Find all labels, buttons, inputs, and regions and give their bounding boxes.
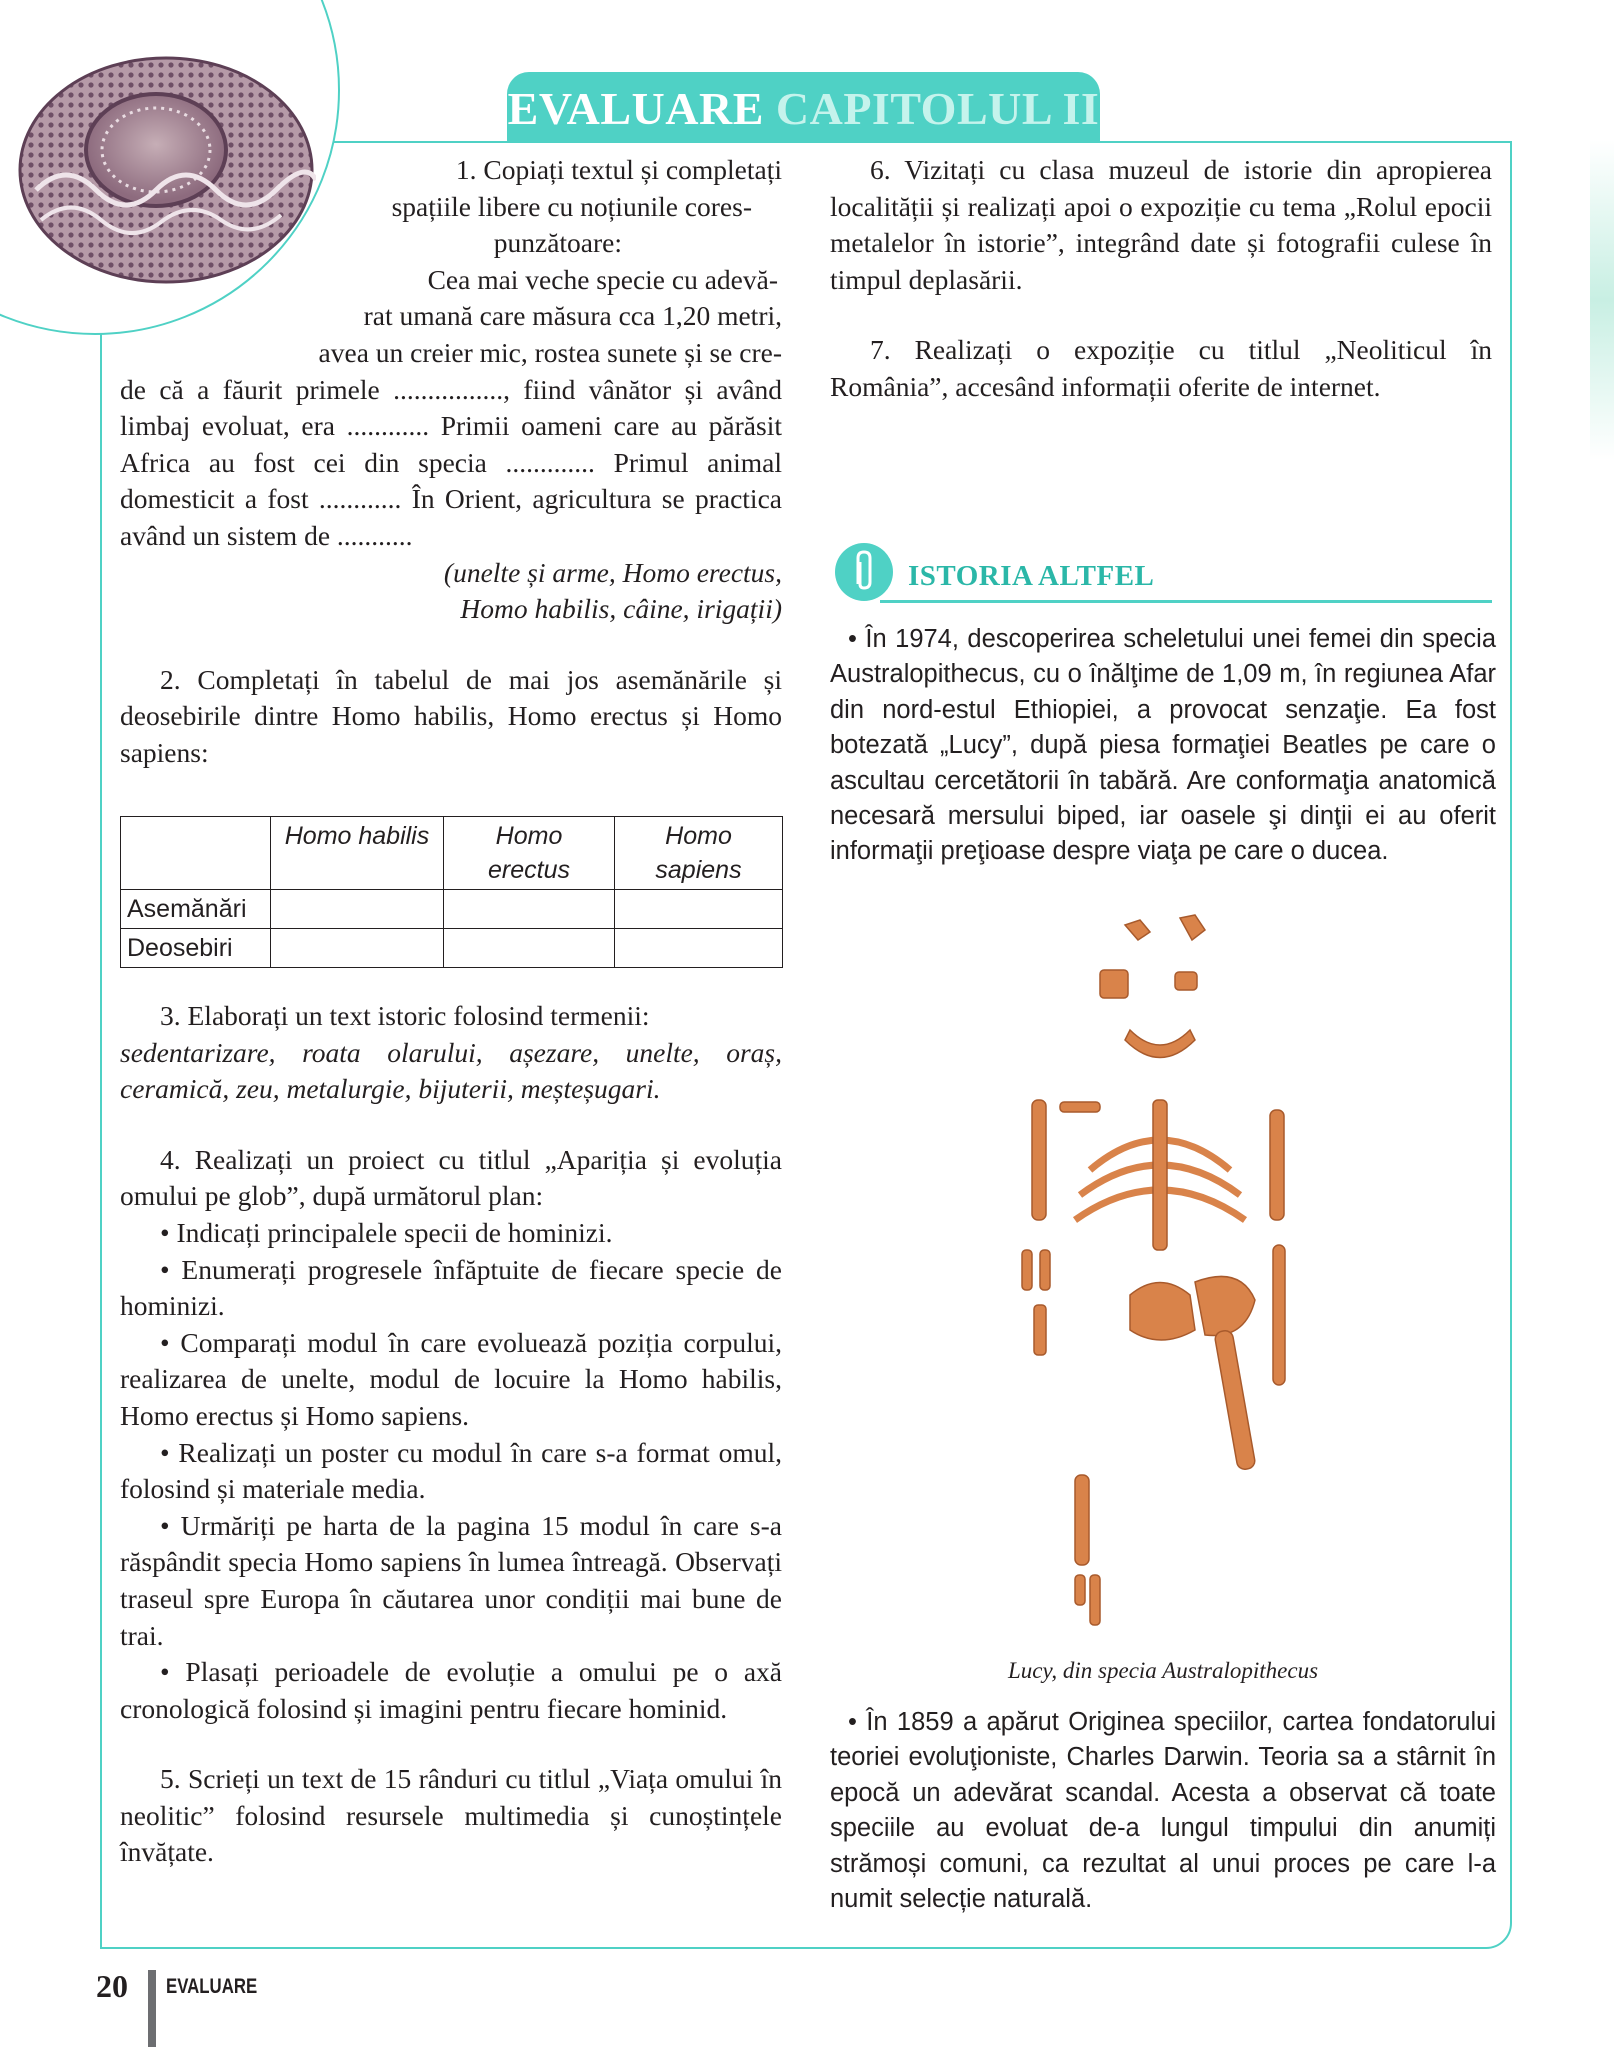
ex3-lead: 3. Elaborați un text istoric folosind termenii: bbox=[160, 1000, 650, 1031]
table-cell bbox=[615, 929, 783, 968]
ex1-line2: spațiile libere cu noțiunile cores- bbox=[391, 190, 752, 222]
page-number: 20 bbox=[96, 1968, 128, 2004]
istoria-paragraph-2 bbox=[830, 1705, 1496, 1917]
table-row bbox=[121, 890, 783, 929]
ex1-body: de că a făurit primele ................, fiind vânător și având limbaj evoluat, era ............ Primii oameni care au părăsit Africa au fost cei din specia ............. Primul animal domesticit a fost ............ În Orient, agricultura se practica având un sistem de ........... bbox=[120, 373, 782, 551]
banner-word-evaluare: EVALUARE bbox=[507, 83, 764, 134]
left-column-lower bbox=[120, 998, 782, 1871]
ex1-line4: Cea mai veche specie cu adevă- bbox=[427, 263, 778, 295]
col-erectus-line2: erectus bbox=[488, 856, 570, 884]
table-corner-cell bbox=[121, 817, 271, 890]
ex1-line6: avea un creier mic, rostea sunete și se cre- bbox=[318, 336, 782, 368]
table-cell bbox=[615, 890, 783, 929]
table-cell bbox=[444, 890, 615, 929]
ex6-text: 6. Vizitați cu clasa muzeul de istorie din apropierea localității și realizați apoi o expoziție cu tema „Rolul epocii metalelor în istorie”, integrând date și fotografii culese în timpul deplasării. bbox=[830, 154, 1492, 295]
ex4-intro: 4. Realizați un proiect cu titlul „Apariția și evoluția omului pe glob”, după următorul plan: bbox=[120, 1143, 782, 1212]
paperclip-icon bbox=[828, 540, 908, 604]
istoria-altfel-header bbox=[828, 540, 1493, 604]
ex7-text: 7. Realizați o expoziție cu titlul „Neoliticul în România”, accesând informații oferite de internet. bbox=[830, 334, 1492, 402]
footer-divider bbox=[148, 1970, 156, 2047]
ex3-terms: sedentarizare, roata olarului, așezare, unelte, oraș, ceramică, zeu, metalurgie, bijuterii, meșteșugari. bbox=[120, 1036, 782, 1105]
left-column bbox=[120, 152, 782, 772]
table-cell bbox=[271, 929, 444, 968]
table-col-homo-erectus bbox=[444, 817, 615, 890]
banner-word-capitolul: CAPITOLUL II bbox=[775, 83, 1100, 134]
table-row-label-deosebiri: Deosebiri bbox=[121, 929, 271, 968]
darwin-paragraph: • În 1859 a apărut Originea speciilor, cartea fondatorului teoriei evoluţioniste, Charles Darwin. Teoria sa a stârnit în epocă un adevărat scandal. Acesta a observat că toate speciile au evoluat de-a lungul timpului din anumiți strămoși comuni, ca rezultat al unui proces pe care l-a numit selecție naturală. bbox=[830, 1708, 1496, 1914]
table-row-label-asemanari: Asemănări bbox=[121, 890, 271, 929]
table-col-homo-sapiens bbox=[615, 817, 783, 890]
table-row bbox=[121, 929, 783, 968]
istoria-altfel-rule bbox=[880, 600, 1492, 603]
ex1-hint-line1: (unelte și arme, Homo erectus, bbox=[443, 556, 782, 588]
table-header-row bbox=[121, 817, 783, 890]
istoria-paragraph-1 bbox=[830, 622, 1496, 870]
comparison-table bbox=[120, 816, 783, 968]
footer-section-label: EVALUARE bbox=[166, 1975, 258, 1998]
table-col-homo-habilis: Homo habilis bbox=[271, 817, 444, 890]
col-sapiens-line2: sapiens bbox=[655, 856, 742, 884]
col-sapiens-line1: Homo bbox=[665, 822, 732, 850]
ex4-bullet-2: • Enumerați progresele înfăptuite de fiecare specie de hominizi. bbox=[120, 1253, 782, 1322]
ex4-bullet-6: • Plasați perioadele de evoluție a omului pe o axă cronologică folosind și imagini pentru fiecare hominid. bbox=[120, 1656, 782, 1724]
right-column bbox=[830, 152, 1492, 406]
table-cell bbox=[271, 890, 444, 929]
ex1-line1: 1. Copiați textul și completați bbox=[455, 154, 782, 185]
chapter-banner bbox=[507, 72, 1100, 142]
istoria-altfel-title: ISTORIA ALTFEL bbox=[908, 560, 1155, 592]
lucy-paragraph: • În 1974, descoperirea scheletului unei femei din specia Australopithecus, cu o înălţime de 1,09 m, în regiunea Afar din nord-estul Ethiopiei, a provocat senzaţie. Ea fost botezată „Lucy”, după piesa formaţiei Beatles pe care o ascultau cercetătorii în tabără. Are conformaţia anatomică necesară mersului biped, iar oasele şi dinţii ei au oferit informaţii preţioase despre viaţa pe care o ducea. bbox=[830, 625, 1496, 866]
ex4-bullet-3: • Comparați modul în care evoluează poziția corpului, realizarea de unelte, modul de locuire la Homo habilis, Homo erectus și Homo sapiens. bbox=[120, 1326, 782, 1431]
ex4-bullet-4: • Realizați un poster cu modul în care s-a format omul, folosind și materiale media. bbox=[120, 1436, 782, 1505]
lucy-skeleton-image bbox=[990, 910, 1330, 1650]
table-cell bbox=[444, 929, 615, 968]
ex4-bullet-5: • Urmăriți pe harta de la pagina 15 modul în care s-a răspândit specia Homo sapiens în lumea întreagă. Observați traseul spre Europa în căutarea unor condiții mai bune de trai. bbox=[120, 1509, 782, 1651]
col-erectus-line1: Homo bbox=[495, 822, 563, 850]
ex1-hint-line2: Homo habilis, câine, irigații) bbox=[460, 593, 782, 625]
ex2-text: 2. Completați în tabelul de mai jos asemănările și deosebirile dintre Homo habilis, Homo erectus și Homo sapiens: bbox=[120, 663, 782, 768]
ex4-bullet-1: • Indicați principalele specii de hominizi. bbox=[160, 1216, 613, 1248]
page-edge-strip bbox=[1590, 140, 1614, 460]
ex1-line5: rat umană care măsura cca 1,20 metri, bbox=[363, 300, 782, 332]
ex5-text: 5. Scrieți un text de 15 rânduri cu titlul „Viața omului în neolitic” folosind resursele multimedia și cunoștințele învățate. bbox=[120, 1763, 782, 1868]
ex1-line3: punzătoare: bbox=[493, 227, 622, 259]
skeleton-caption: Lucy, din specia Australopithecus bbox=[1007, 1658, 1319, 1683]
